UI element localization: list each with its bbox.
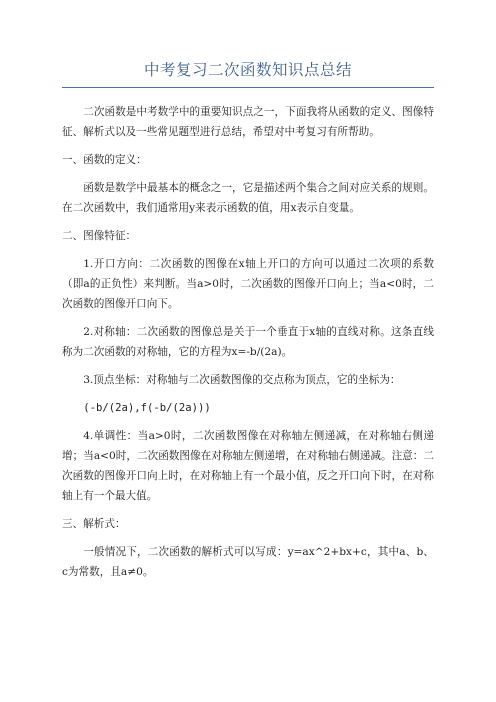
definition-paragraph: 函数是数学中最基本的概念之一，它是描述两个集合之间对应关系的规则。在二次函数中，我们通常用y来表示函数的值，用x表示自变量。 [62,182,434,214]
vertex-formula: (-b/(2a),f(-b/(2a))) [83,402,211,414]
page-title: 中考复习二次函数知识点总结 [143,61,352,79]
monotonicity-paragraph: 4.单调性：当a>0时，二次函数图像在对称轴左侧递减，在对称轴右侧递增；当a<0时，二次函数图像在对称轴左侧递增，在对称轴右侧递减。注意：二次函数的图像开口向上时，在对称轴上有一个最小值，反之开口向下时，在对称轴上有一个最大值。 [62,430,434,502]
opening-direction-paragraph: 1.开口方向：二次函数的图像在x轴上开口的方向可以通过二次项的系数（即a的正负性）来判断。当a>0时，二次函数的图像开口向上；当a<0时，二次函数的图像开口向下。 [62,258,434,310]
section-heading-definition: 一、函数的定义： [62,154,147,166]
vertex-paragraph: 3.顶点坐标：对称轴与二次函数图像的交点称为顶点，它的坐标为： [83,374,401,386]
section-heading-graph-features: 二、图像特征： [62,230,137,242]
title-underline [62,87,434,88]
section-heading-expression: 三、解析式： [62,518,126,530]
expression-paragraph: 一般情况下，二次函数的解析式可以写成：y=ax^2+bx+c，其中a、b、c为常数，且a≠0。 [62,546,434,578]
intro-paragraph: 二次函数是中考数学中的重要知识点之一，下面我将从函数的定义、图像特征、解析式以及一些常见题型进行总结，希望对中考复习有所帮助。 [62,106,434,138]
axis-of-symmetry-paragraph: 2.对称轴：二次函数的图像总是关于一个垂直于x轴的直线对称。这条直线称为二次函数的对称轴，它的方程为x=-b/(2a)。 [62,326,434,358]
